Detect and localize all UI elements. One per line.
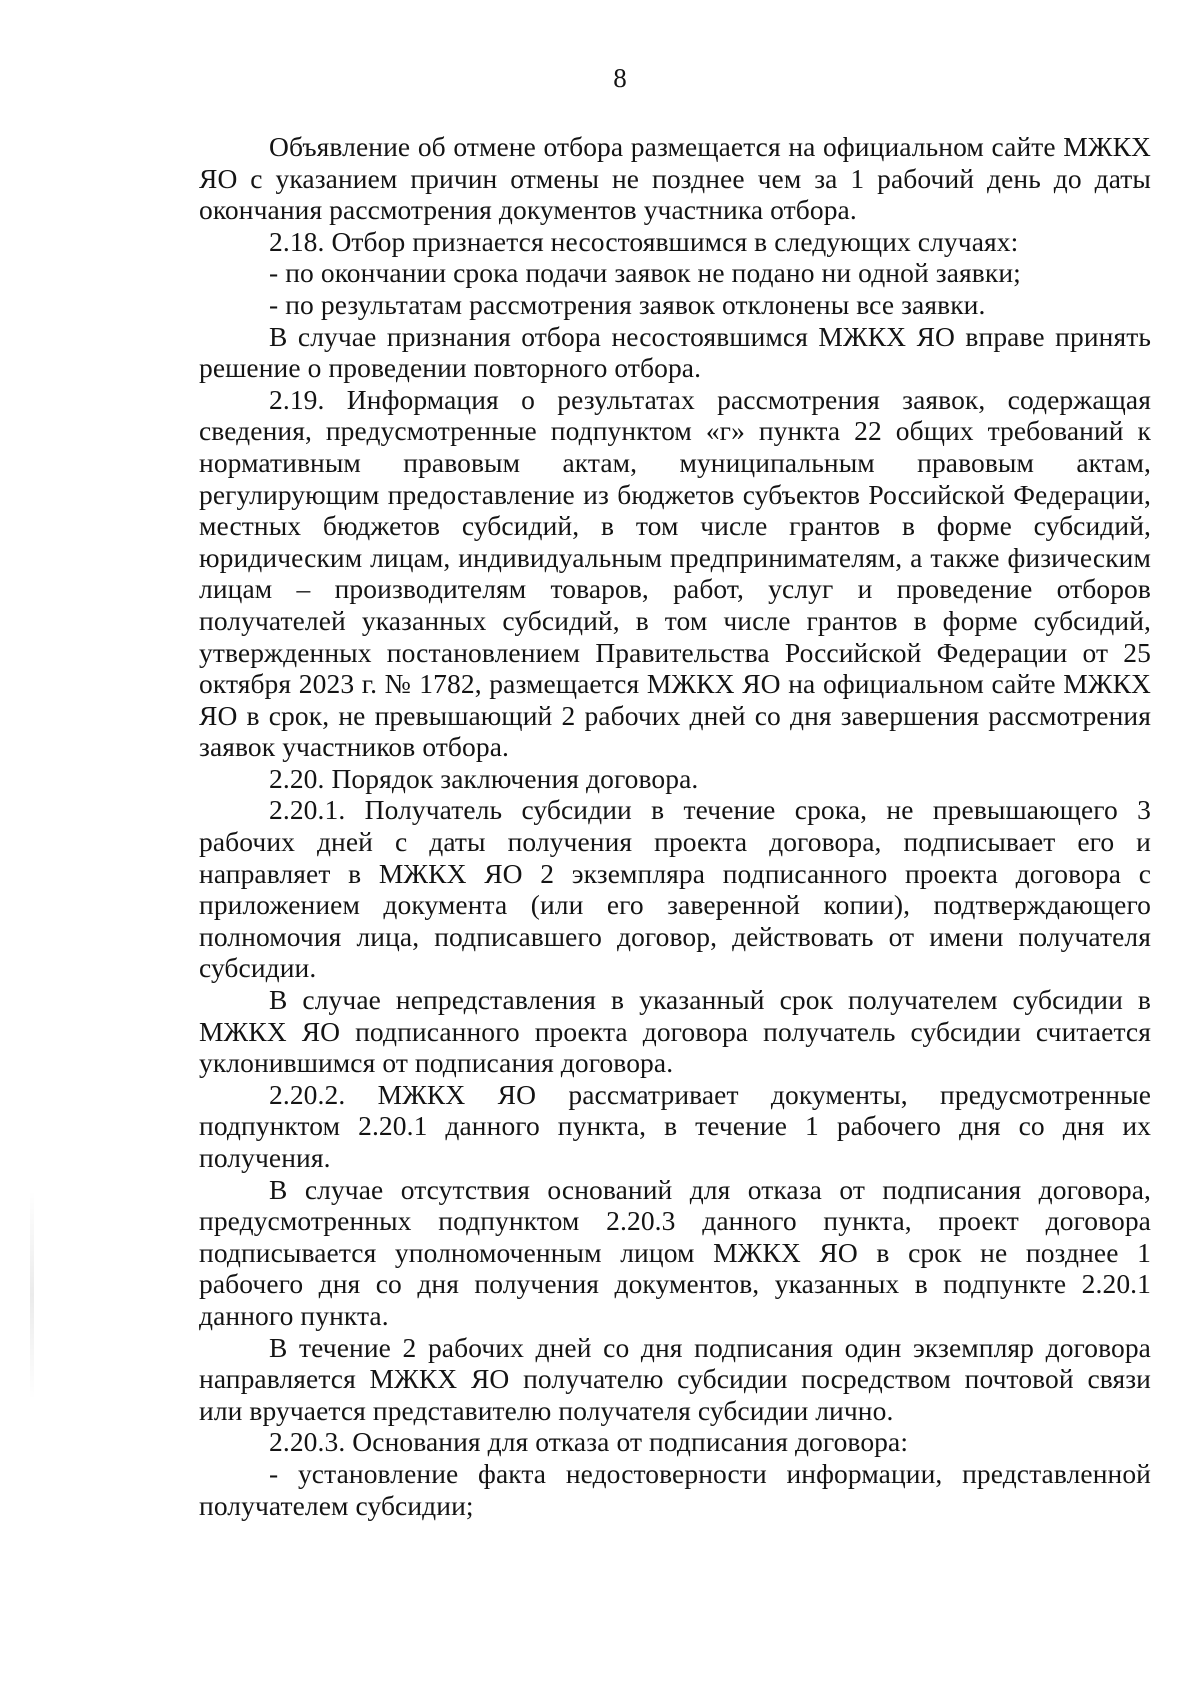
paragraph-cancellation-notice: Объявление об отмене отбора размещается на официальном сайте МЖКХ ЯО с указанием причин отмены не позднее чем за 1 рабочий день до даты окончания рассмотрения документов участника отбора. [199,131,1151,226]
paragraph-evasion: В случае непредставления в указанный срок получателем субсидии в МЖКХ ЯО подписанного проекта договора получатель субсидии считается уклонившимся от подписания договора. [199,984,1151,1079]
paragraph-2-20-3: 2.20.3. Основания для отказа от подписания договора: [269,1426,909,1458]
paragraph-2-19: 2.19. Информация о результатах рассмотрения заявок, содержащая сведения, предусмотренные подпунктом «г» пункта 22 общих требований к нормативным правовым актам, муниципальным правовым актам, регулирующим предоставление из бюджетов субъектов Российской Федерации, местных бюджетов субсидий, в том числе грантов в форме субсидий, юридическим лицам, индивидуальным предпринимателям, а также физическим лицам – производителям товаров, работ, услуг и проведение отборов получателей указанных субсидий, в том числе грантов в форме субсидий, утвержденных постановлением Правительства Российской Федерации от 25 октября 2023 г. № 1782, размещается МЖКХ ЯО на официальном сайте МЖКХ ЯО в срок, не превышающий 2 рабочих дней со дня завершения рассмотрения заявок участников отбора. [199,383,1151,763]
paragraph-2-18: 2.18. Отбор признается несостоявшимся в следующих случаях: [269,225,1019,257]
list-item-false-information: - установление факта недостоверности информации, представленной получателем субсидии; [199,1457,1151,1521]
paragraph-2-20-1: 2.20.1. Получатель субсидии в течение срока, не превышающего 3 рабочих дней с даты получения проекта договора, подписывает его и направляет в МЖКХ ЯО 2 экземпляра подписанного проекта договора с приложением документа (или его заверенной копии), подтверждающего полномочия лица, подписавшего договор, действовать от имени получателя субсидии. [199,794,1151,984]
paragraph-repeat-selection: В случае признания отбора несостоявшимся МЖКХ ЯО вправе принять решение о проведении повторного отбора. [199,320,1151,384]
page-number: 8 [613,63,627,93]
paragraph-delivery: В течение 2 рабочих дней со дня подписания один экземпляр договора направляется МЖКХ ЯО получателю субсидии посредством почтовой связи или вручается представителю получателя субсидии лично. [199,1331,1151,1426]
paragraph-2-20: 2.20. Порядок заключения договора. [269,762,699,794]
list-item-all-rejected: - по результатам рассмотрения заявок отклонены все заявки. [269,288,986,320]
document-body [199,131,1151,1521]
paragraph-2-20-2: 2.20.2. МЖКХ ЯО рассматривает документы, предусмотренные подпунктом 2.20.1 данного пункта, в течение 1 рабочего дня со дня их получения. [199,1078,1151,1173]
scan-edge-mark [30,1190,34,1400]
paragraph-signing: В случае отсутствия оснований для отказа от подписания договора, предусмотренных подпунктом 2.20.3 данного пункта, проект договора подписывается уполномоченным лицом МЖКХ ЯО в срок не позднее 1 рабочего дня со дня получения документов, указанных в подпункте 2.20.1 данного пункта. [199,1173,1151,1331]
list-item-no-applications: - по окончании срока подачи заявок не подано ни одной заявки; [269,257,1021,289]
